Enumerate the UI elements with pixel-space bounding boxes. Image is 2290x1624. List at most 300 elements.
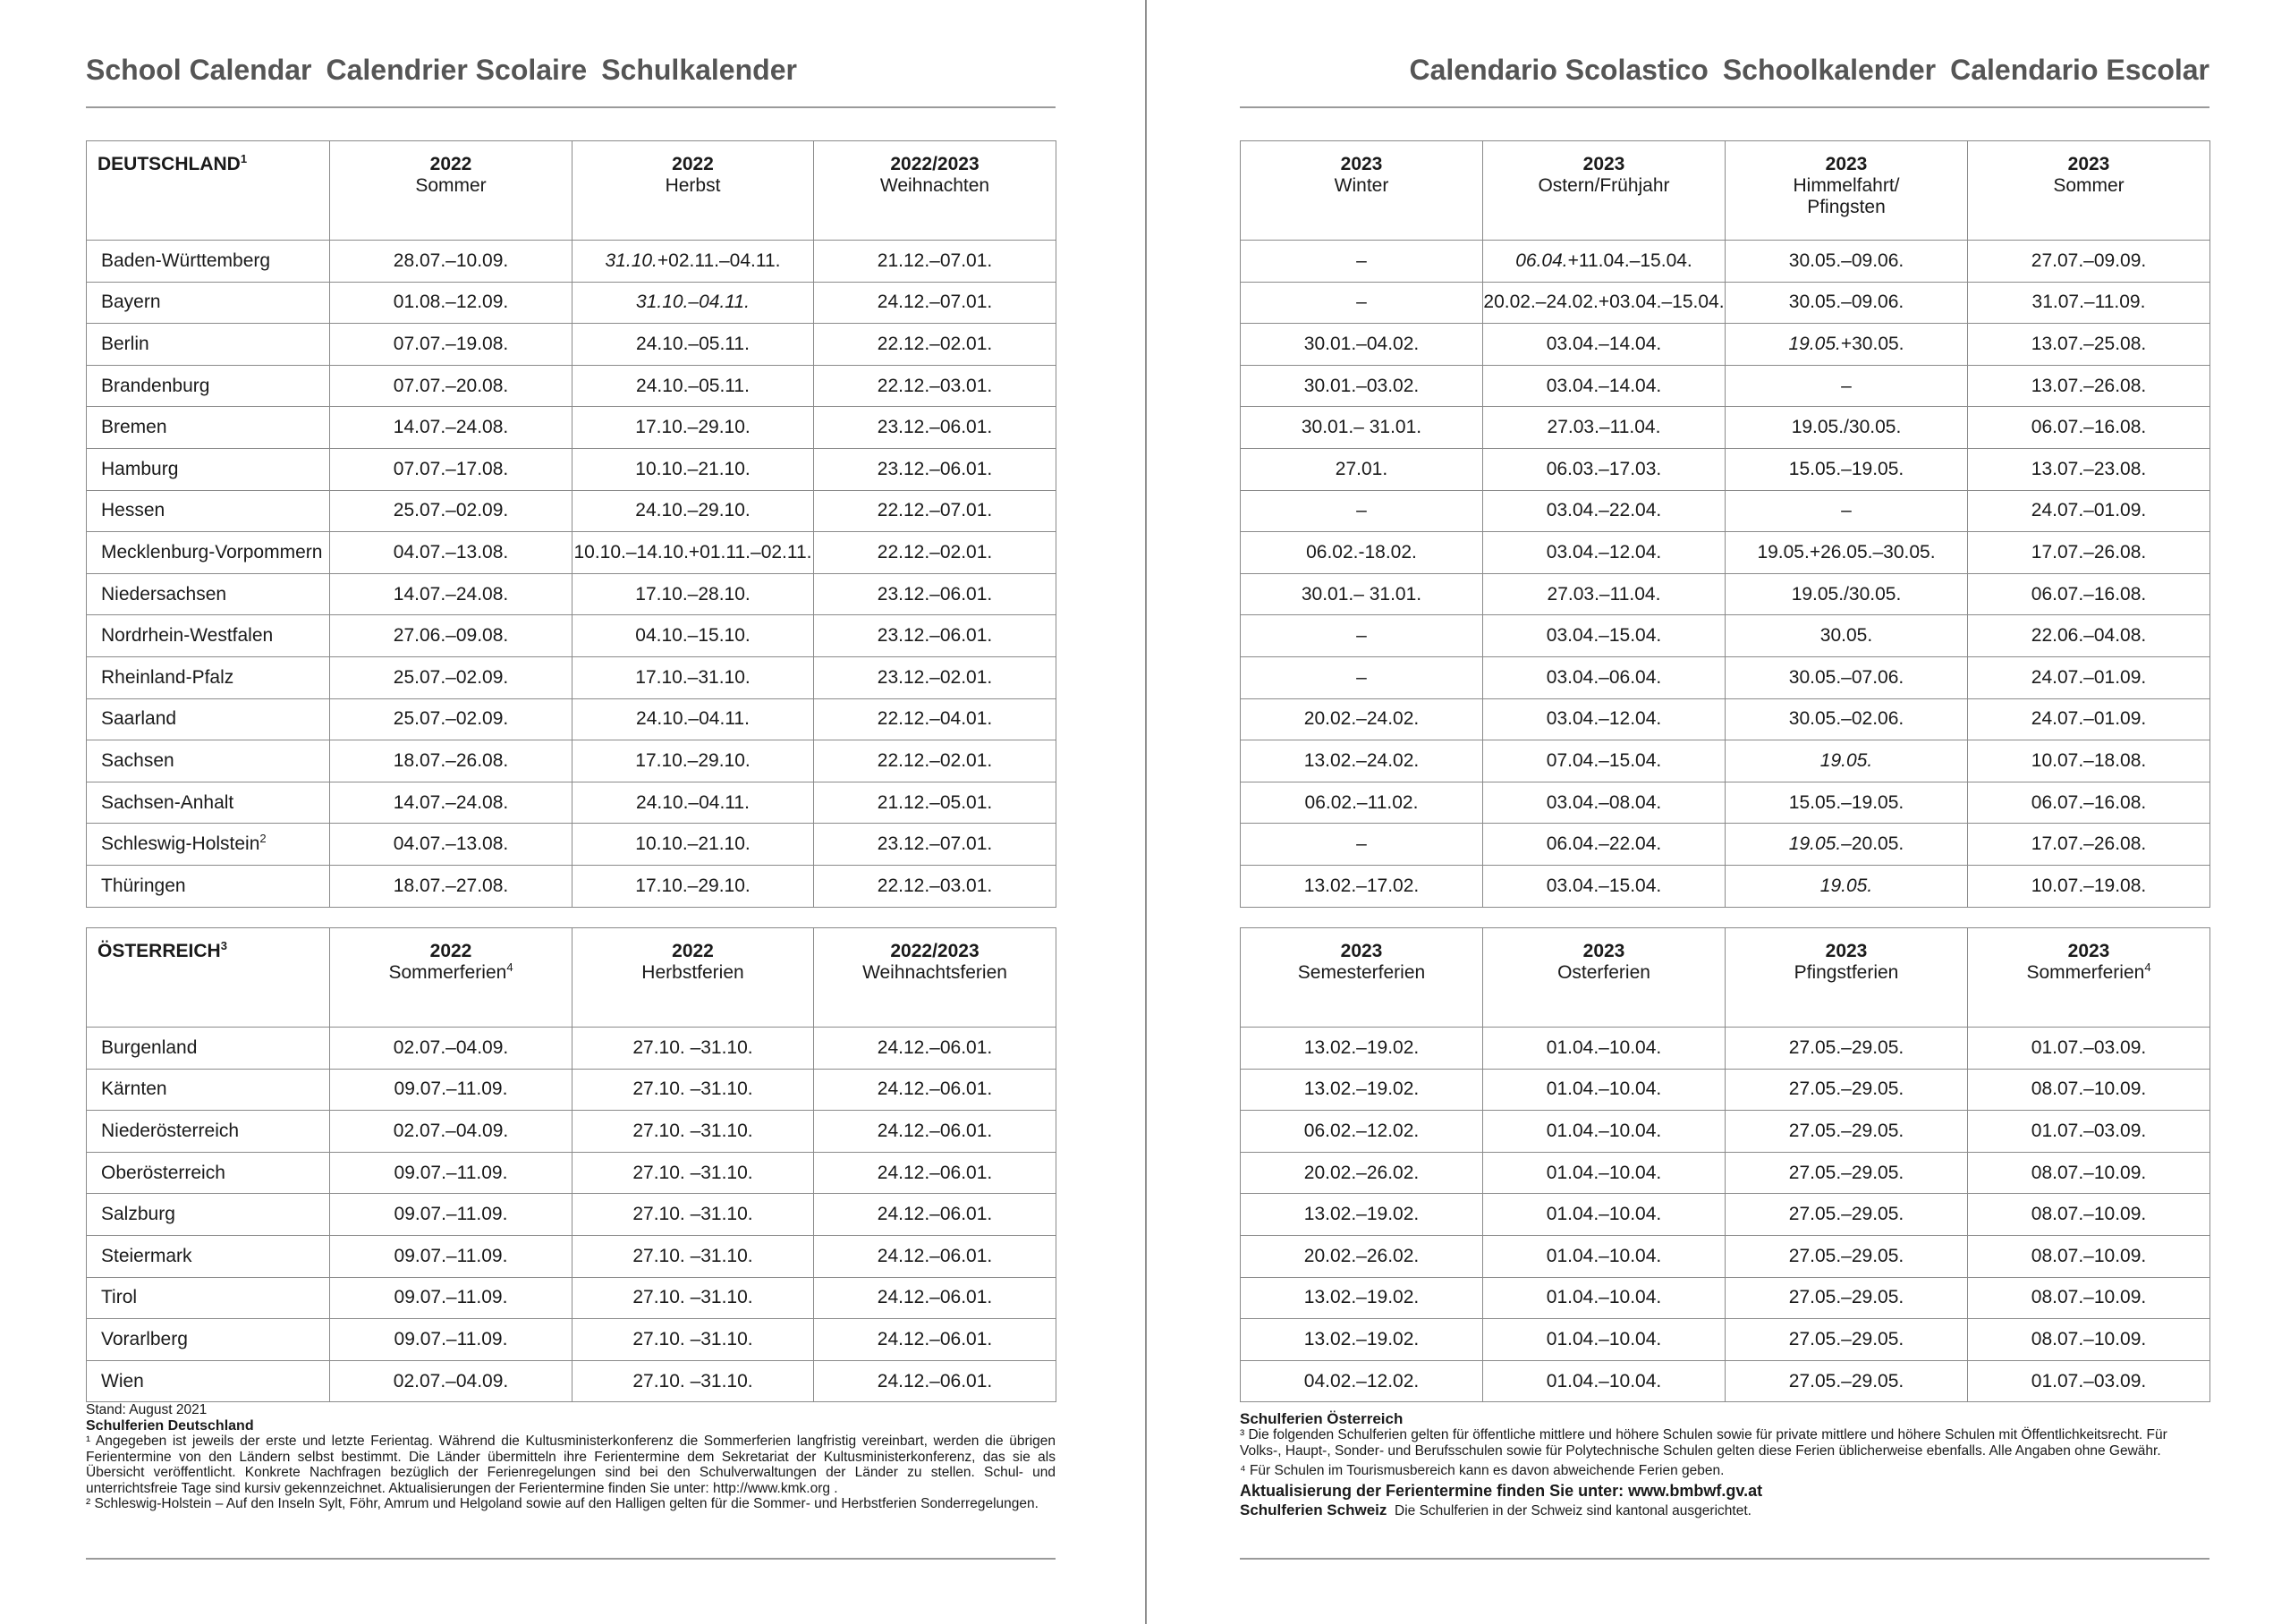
date-cell: 27.05.–29.05.	[1726, 1194, 1968, 1236]
title-fr: Calendrier Scolaire	[326, 54, 588, 86]
table-row	[1241, 782, 2210, 824]
date-cell: 27.05.–29.05.	[1726, 1277, 1968, 1319]
date-cell: 23.12.–07.01.	[814, 824, 1056, 866]
date-cell: 18.07.–26.08.	[330, 740, 572, 782]
switzerland-note	[1240, 1502, 2209, 1519]
table-row	[87, 365, 1056, 407]
table-row	[1241, 824, 2210, 866]
title-en: School Calendar	[86, 54, 312, 86]
date-cell: 27.10. –31.10.	[572, 1111, 814, 1153]
region-name: Rheinland-Pfalz	[87, 656, 330, 698]
date-cell: 13.02.–19.02.	[1241, 1319, 1483, 1361]
date-cell: 22.12.–02.01.	[814, 324, 1056, 366]
date-cell: 08.07.–10.09.	[1968, 1235, 2210, 1277]
date-cell: 03.04.–06.04.	[1483, 656, 1726, 698]
date-cell: 03.04.–14.04.	[1483, 324, 1726, 366]
date-cell: 25.07.–02.09.	[330, 698, 572, 740]
date-cell: 09.07.–11.09.	[330, 1069, 572, 1111]
table-row	[87, 282, 1056, 324]
footnote-2: ² Schleswig-Holstein – Auf den Inseln Sylt, Föhr, Amrum und Helgoland sowie auf den Halligen gelten für die Sommer- und Herbstferien Sonderregelungen.	[86, 1496, 1039, 1511]
date-cell: 15.05.–19.05.	[1726, 448, 1968, 490]
column-header: 2023 Sommer	[1968, 141, 2210, 241]
date-cell: 22.12.–02.01.	[814, 532, 1056, 574]
column-header: 2023 Semesterferien	[1241, 928, 1483, 1028]
date-cell: 24.12.–06.01.	[814, 1069, 1056, 1111]
table-header-row	[87, 928, 1056, 1028]
date-cell: 04.10.–15.10.	[572, 615, 814, 657]
table-row	[1241, 865, 2210, 907]
date-cell: 08.07.–10.09.	[1968, 1152, 2210, 1194]
date-cell: 14.07.–24.08.	[330, 782, 572, 824]
header-rule	[86, 106, 1056, 108]
date-cell: 03.04.–15.04.	[1483, 615, 1726, 657]
table-row	[87, 1194, 1056, 1236]
table-row	[87, 448, 1056, 490]
date-cell: 25.07.–02.09.	[330, 490, 572, 532]
table-row	[87, 782, 1056, 824]
region-name: Vorarlberg	[87, 1319, 330, 1361]
country-heading: DEUTSCHLAND$^1$	[87, 141, 330, 241]
date-cell: 13.02.–17.02.	[1241, 865, 1483, 907]
date-cell: 06.02.–12.02.	[1241, 1111, 1483, 1153]
date-cell: 06.02.-18.02.	[1241, 532, 1483, 574]
region-name: Steiermark	[87, 1235, 330, 1277]
date-cell: 24.12.–06.01.	[814, 1277, 1056, 1319]
date-cell: 02.07.–04.09.	[330, 1028, 572, 1070]
date-cell: 24.10.–05.11.	[572, 365, 814, 407]
date-cell: 21.12.–05.01.	[814, 782, 1056, 824]
date-cell: 27.10. –31.10.	[572, 1194, 814, 1236]
region-name: Niedersachsen	[87, 573, 330, 615]
date-cell: 28.07.–10.09.	[330, 241, 572, 283]
date-cell: 01.04.–10.04.	[1483, 1277, 1726, 1319]
date-cell: 24.10.–05.11.	[572, 324, 814, 366]
table-header-row	[1241, 141, 2210, 241]
date-cell: 09.07.–11.09.	[330, 1235, 572, 1277]
date-cell: –	[1241, 490, 1483, 532]
date-cell: 27.05.–29.05.	[1726, 1319, 1968, 1361]
date-cell: 20.02.–24.02.+03.04.–15.04.	[1483, 282, 1726, 324]
date-cell: 03.04.–14.04.	[1483, 365, 1726, 407]
date-cell: 01.07.–03.09.	[1968, 1028, 2210, 1070]
switzerland-text: Die Schulferien in der Schweiz sind kantonal ausgerichtet.	[1395, 1503, 1751, 1518]
date-cell: 23.12.–06.01.	[814, 407, 1056, 449]
date-cell: 18.07.–27.08.	[330, 865, 572, 907]
date-cell: 24.07.–01.09.	[1968, 698, 2210, 740]
table-row	[1241, 1194, 2210, 1236]
date-cell: 01.04.–10.04.	[1483, 1152, 1726, 1194]
table-row	[1241, 1319, 2210, 1361]
date-cell: 19.05.+30.05.	[1726, 324, 1968, 366]
date-cell: –	[1726, 365, 1968, 407]
date-cell: 13.02.–19.02.	[1241, 1069, 1483, 1111]
date-cell: 10.07.–19.08.	[1968, 865, 2210, 907]
footnotes-austria	[1240, 1411, 2209, 1519]
date-cell: 23.12.–02.01.	[814, 656, 1056, 698]
region-name: Bayern	[87, 282, 330, 324]
region-name: Kärnten	[87, 1069, 330, 1111]
table-row	[87, 490, 1056, 532]
date-cell: 27.10. –31.10.	[572, 1235, 814, 1277]
date-cell: 24.12.–06.01.	[814, 1360, 1056, 1402]
date-cell: 24.12.–06.01.	[814, 1194, 1056, 1236]
column-header: 2023 Sommerferien$^4$	[1968, 928, 2210, 1028]
table-row	[1241, 1277, 2210, 1319]
region-name: Niederösterreich	[87, 1111, 330, 1153]
date-cell: 06.02.–11.02.	[1241, 782, 1483, 824]
region-name: Hessen	[87, 490, 330, 532]
title-it: Calendario Scolastico	[1409, 54, 1709, 86]
date-cell: 19.05./30.05.	[1726, 407, 1968, 449]
date-cell: –	[1726, 490, 1968, 532]
date-cell: 06.07.–16.08.	[1968, 782, 2210, 824]
date-cell: –	[1241, 282, 1483, 324]
date-cell: 27.10. –31.10.	[572, 1319, 814, 1361]
date-cell: 03.04.–12.04.	[1483, 698, 1726, 740]
date-cell: 06.04.–22.04.	[1483, 824, 1726, 866]
date-cell: 14.07.–24.08.	[330, 573, 572, 615]
date-cell: 30.01.–04.02.	[1241, 324, 1483, 366]
date-cell: 07.04.–15.04.	[1483, 740, 1726, 782]
date-cell: 04.02.–12.02.	[1241, 1360, 1483, 1402]
page-gutter-divider	[1145, 0, 1147, 1624]
region-name: Burgenland	[87, 1028, 330, 1070]
table-row	[87, 324, 1056, 366]
date-cell: 19.05.	[1726, 865, 1968, 907]
table-row	[87, 1028, 1056, 1070]
date-cell: 24.07.–01.09.	[1968, 656, 2210, 698]
date-cell: 19.05./30.05.	[1726, 573, 1968, 615]
footnote-1: ¹ Angegeben ist jeweils der erste und letzte Ferientag. Während die Kultusministerkonferenz die Sommerferien langfristig vereinbart, werden die übrigen Ferientermine von den Ländern selbst bestimmt. Die Länder übermitteln ihre Ferientermine dem Sekretariat der Kultusministerkonferenz, das sie als Übersicht veröffentlicht. Konkrete Nachfragen bezüglich der Ferienregelungen sind bei den Schulverwaltungen der Länder zu stellen. Schul- und unterrichtsfreie Tage sind kursiv gekennzeichnet. Aktualisierungen der Ferientermine finden Sie unter: http://www.kmk.org .	[86, 1434, 1056, 1496]
table-row	[87, 407, 1056, 449]
date-cell: 06.04.+11.04.–15.04.	[1483, 241, 1726, 283]
header-rule	[1240, 106, 2209, 108]
date-cell: 24.12.–07.01.	[814, 282, 1056, 324]
date-cell: 22.12.–02.01.	[814, 740, 1056, 782]
date-cell: 01.04.–10.04.	[1483, 1235, 1726, 1277]
table-row	[87, 824, 1056, 866]
date-cell: 22.06.–04.08.	[1968, 615, 2210, 657]
footnote-title: Schulferien Deutschland	[86, 1417, 254, 1434]
date-cell: 27.05.–29.05.	[1726, 1069, 1968, 1111]
date-cell: 08.07.–10.09.	[1968, 1069, 2210, 1111]
date-cell: 01.08.–12.09.	[330, 282, 572, 324]
left-page-title	[86, 54, 797, 87]
region-name: Sachsen-Anhalt	[87, 782, 330, 824]
date-cell: 27.05.–29.05.	[1726, 1152, 1968, 1194]
date-cell: 27.06.–09.08.	[330, 615, 572, 657]
date-cell: 06.03.–17.03.	[1483, 448, 1726, 490]
table-row	[87, 573, 1056, 615]
date-cell: 03.04.–15.04.	[1483, 865, 1726, 907]
date-cell: 10.10.–21.10.	[572, 448, 814, 490]
date-cell: –	[1241, 656, 1483, 698]
date-cell: 13.07.–26.08.	[1968, 365, 2210, 407]
table-row	[1241, 615, 2210, 657]
date-cell: 24.10.–04.11.	[572, 698, 814, 740]
country-heading: ÖSTERREICH$^3$	[87, 928, 330, 1028]
date-cell: 07.07.–20.08.	[330, 365, 572, 407]
date-cell: 27.10. –31.10.	[572, 1069, 814, 1111]
region-name: Baden-Württemberg	[87, 241, 330, 283]
table-row	[87, 1111, 1056, 1153]
table-row	[1241, 1360, 2210, 1402]
column-header: 2022/2023 Weihnachtsferien	[814, 928, 1056, 1028]
region-name: Bremen	[87, 407, 330, 449]
date-cell: 27.10. –31.10.	[572, 1028, 814, 1070]
table-row	[1241, 740, 2210, 782]
date-cell: 17.10.–29.10.	[572, 740, 814, 782]
date-cell: 27.10. –31.10.	[572, 1360, 814, 1402]
table-row	[1241, 365, 2210, 407]
table-row	[87, 740, 1056, 782]
region-name: Hamburg	[87, 448, 330, 490]
date-cell: 22.12.–03.01.	[814, 365, 1056, 407]
table-row	[1241, 656, 2210, 698]
date-cell: 22.12.–04.01.	[814, 698, 1056, 740]
date-cell: 24.12.–06.01.	[814, 1028, 1056, 1070]
right-page	[1240, 0, 2209, 1624]
region-name: Oberösterreich	[87, 1152, 330, 1194]
date-cell: 10.07.–18.08.	[1968, 740, 2210, 782]
region-name: Sachsen	[87, 740, 330, 782]
column-header: 2022/2023 Weihnachten	[814, 141, 1056, 241]
date-cell: 04.07.–13.08.	[330, 532, 572, 574]
date-cell: –	[1241, 615, 1483, 657]
date-cell: 22.12.–07.01.	[814, 490, 1056, 532]
footnote-4: ⁴ Für Schulen im Tourismusbereich kann es davon abweichende Ferien geben.	[1240, 1463, 1725, 1478]
date-cell: 19.05.+26.05.–30.05.	[1726, 532, 1968, 574]
date-cell: 13.07.–25.08.	[1968, 324, 2210, 366]
germany-2023-table	[1240, 140, 2210, 908]
table-row	[1241, 490, 2210, 532]
table-row	[1241, 407, 2210, 449]
date-cell: 20.02.–24.02.	[1241, 698, 1483, 740]
column-header: 2023 Ostern/Frühjahr	[1483, 141, 1726, 241]
table-row	[1241, 532, 2210, 574]
date-cell: 27.01.	[1241, 448, 1483, 490]
date-cell: 17.07.–26.08.	[1968, 532, 2210, 574]
date-cell: –	[1241, 824, 1483, 866]
date-cell: 07.07.–19.08.	[330, 324, 572, 366]
date-cell: 14.07.–24.08.	[330, 407, 572, 449]
austria-2023-table	[1240, 927, 2210, 1402]
footer-rule	[86, 1558, 1056, 1560]
date-cell: 30.01.–03.02.	[1241, 365, 1483, 407]
region-name: Tirol	[87, 1277, 330, 1319]
table-row	[87, 865, 1056, 907]
footer-rule	[1240, 1558, 2209, 1560]
column-header: 2022 Sommer	[330, 141, 572, 241]
date-cell: 31.07.–11.09.	[1968, 282, 2210, 324]
date-cell: 08.07.–10.09.	[1968, 1277, 2210, 1319]
stand-date: Stand: August 2021	[86, 1402, 208, 1417]
column-header: 2023 Himmelfahrt/ Pfingsten	[1726, 141, 1968, 241]
date-cell: 24.10.–29.10.	[572, 490, 814, 532]
table-header-row	[87, 141, 1056, 241]
date-cell: 22.12.–03.01.	[814, 865, 1056, 907]
date-cell: 30.01.– 31.01.	[1241, 573, 1483, 615]
table-row	[87, 698, 1056, 740]
date-cell: 19.05.	[1726, 740, 1968, 782]
date-cell: 24.07.–01.09.	[1968, 490, 2210, 532]
region-name: Mecklenburg-Vorpommern	[87, 532, 330, 574]
table-row	[1241, 1069, 2210, 1111]
footnotes-germany	[86, 1402, 1056, 1512]
table-row	[1241, 1235, 2210, 1277]
table-row	[1241, 698, 2210, 740]
region-name: Nordrhein-Westfalen	[87, 615, 330, 657]
region-name: Schleswig-Holstein$^2$	[87, 824, 330, 866]
table-row	[87, 532, 1056, 574]
title-es: Calendario Escolar	[1950, 54, 2209, 86]
table-row	[87, 615, 1056, 657]
column-header: 2022 Herbst	[572, 141, 814, 241]
date-cell: 06.07.–16.08.	[1968, 407, 2210, 449]
date-cell: 23.12.–06.01.	[814, 448, 1056, 490]
switzerland-title: Schulferien Schweiz	[1240, 1501, 1387, 1518]
region-name: Saarland	[87, 698, 330, 740]
title-nl: Schoolkalender	[1722, 54, 1937, 86]
table-row	[1241, 241, 2210, 283]
date-cell: 31.10.+02.11.–04.11.	[572, 241, 814, 283]
table-row	[1241, 282, 2210, 324]
date-cell: 24.12.–06.01.	[814, 1235, 1056, 1277]
region-name: Wien	[87, 1360, 330, 1402]
date-cell: 02.07.–04.09.	[330, 1360, 572, 1402]
table-row	[87, 241, 1056, 283]
date-cell: 01.04.–10.04.	[1483, 1319, 1726, 1361]
date-cell: 24.12.–06.01.	[814, 1152, 1056, 1194]
date-cell: 23.12.–06.01.	[814, 615, 1056, 657]
date-cell: 27.07.–09.09.	[1968, 241, 2210, 283]
date-cell: 21.12.–07.01.	[814, 241, 1056, 283]
date-cell: 20.02.–26.02.	[1241, 1235, 1483, 1277]
date-cell: 24.10.–04.11.	[572, 782, 814, 824]
date-cell: 30.01.– 31.01.	[1241, 407, 1483, 449]
date-cell: 03.04.–08.04.	[1483, 782, 1726, 824]
austria-2022-table	[86, 927, 1056, 1402]
region-name: Salzburg	[87, 1194, 330, 1236]
date-cell: 13.02.–19.02.	[1241, 1277, 1483, 1319]
date-cell: 13.02.–19.02.	[1241, 1028, 1483, 1070]
table-row	[1241, 448, 2210, 490]
date-cell: –	[1241, 241, 1483, 283]
date-cell: 01.04.–10.04.	[1483, 1069, 1726, 1111]
date-cell: 23.12.–06.01.	[814, 573, 1056, 615]
date-cell: 25.07.–02.09.	[330, 656, 572, 698]
date-cell: 10.10.–21.10.	[572, 824, 814, 866]
date-cell: 01.07.–03.09.	[1968, 1360, 2210, 1402]
date-cell: 01.04.–10.04.	[1483, 1028, 1726, 1070]
date-cell: 06.07.–16.08.	[1968, 573, 2210, 615]
column-header: 2023 Pfingstferien	[1726, 928, 1968, 1028]
region-name: Brandenburg	[87, 365, 330, 407]
footnote-title: Schulferien Österreich	[1240, 1410, 1404, 1427]
table-row	[1241, 1152, 2210, 1194]
date-cell: 09.07.–11.09.	[330, 1319, 572, 1361]
date-cell: 17.10.–28.10.	[572, 573, 814, 615]
table-row	[1241, 1028, 2210, 1070]
date-cell: 01.04.–10.04.	[1483, 1360, 1726, 1402]
date-cell: 09.07.–11.09.	[330, 1194, 572, 1236]
date-cell: 17.10.–29.10.	[572, 407, 814, 449]
date-cell: 30.05.–09.06.	[1726, 241, 1968, 283]
date-cell: 19.05.–20.05.	[1726, 824, 1968, 866]
table-row	[87, 1152, 1056, 1194]
date-cell: 31.10.–04.11.	[572, 282, 814, 324]
table-row	[87, 1069, 1056, 1111]
date-cell: 17.07.–26.08.	[1968, 824, 2210, 866]
footnote-3: ³ Die folgenden Schulferien gelten für öffentliche mittlere und höhere Schulen sowie für private mittlere und höhere Schulen mit Öffentlichkeitsrecht. Für Volks-, Haupt-, Sonder- und Berufsschulen sowie für Polytechnische Schulen gelten diese Ferien üblicherweise ebenfalls. Alle Angaben ohne Gewähr.	[1240, 1427, 2167, 1459]
date-cell: 17.10.–31.10.	[572, 656, 814, 698]
region-name: Thüringen	[87, 865, 330, 907]
date-cell: 27.10. –31.10.	[572, 1152, 814, 1194]
table-row	[87, 1235, 1056, 1277]
date-cell: 30.05.–02.06.	[1726, 698, 1968, 740]
table-row	[1241, 324, 2210, 366]
column-header: 2023 Winter	[1241, 141, 1483, 241]
date-cell: 20.02.–26.02.	[1241, 1152, 1483, 1194]
date-cell: 01.04.–10.04.	[1483, 1111, 1726, 1153]
date-cell: 27.05.–29.05.	[1726, 1111, 1968, 1153]
date-cell: 04.07.–13.08.	[330, 824, 572, 866]
date-cell: 30.05.	[1726, 615, 1968, 657]
date-cell: 27.03.–11.04.	[1483, 407, 1726, 449]
update-link-note: Aktualisierung der Ferientermine finden Sie unter: www.bmbwf.gv.at	[1240, 1482, 1763, 1500]
date-cell: 24.12.–06.01.	[814, 1319, 1056, 1361]
table-header-row	[1241, 928, 2210, 1028]
date-cell: 09.07.–11.09.	[330, 1152, 572, 1194]
table-row	[87, 1319, 1056, 1361]
date-cell: 13.07.–23.08.	[1968, 448, 2210, 490]
date-cell: 27.05.–29.05.	[1726, 1028, 1968, 1070]
table-row	[1241, 1111, 2210, 1153]
table-row	[87, 1277, 1056, 1319]
date-cell: 17.10.–29.10.	[572, 865, 814, 907]
date-cell: 03.04.–22.04.	[1483, 490, 1726, 532]
date-cell: 01.04.–10.04.	[1483, 1194, 1726, 1236]
date-cell: 27.03.–11.04.	[1483, 573, 1726, 615]
date-cell: 03.04.–12.04.	[1483, 532, 1726, 574]
date-cell: 10.10.–14.10.+01.11.–02.11.	[572, 532, 814, 574]
table-row	[87, 1360, 1056, 1402]
date-cell: 13.02.–19.02.	[1241, 1194, 1483, 1236]
germany-2022-table	[86, 140, 1056, 908]
date-cell: 24.12.–06.01.	[814, 1111, 1056, 1153]
date-cell: 08.07.–10.09.	[1968, 1319, 2210, 1361]
date-cell: 09.07.–11.09.	[330, 1277, 572, 1319]
date-cell: 07.07.–17.08.	[330, 448, 572, 490]
title-de: Schulkalender	[601, 54, 797, 86]
date-cell: 01.07.–03.09.	[1968, 1111, 2210, 1153]
date-cell: 08.07.–10.09.	[1968, 1194, 2210, 1236]
region-name: Berlin	[87, 324, 330, 366]
date-cell: 30.05.–09.06.	[1726, 282, 1968, 324]
date-cell: 30.05.–07.06.	[1726, 656, 1968, 698]
date-cell: 27.05.–29.05.	[1726, 1360, 1968, 1402]
column-header: 2023 Osterferien	[1483, 928, 1726, 1028]
date-cell: 13.02.–24.02.	[1241, 740, 1483, 782]
left-page	[86, 0, 1056, 1624]
column-header: 2022 Sommerferien$^4$	[330, 928, 572, 1028]
right-page-title	[1409, 54, 2209, 87]
table-row	[1241, 573, 2210, 615]
date-cell: 27.10. –31.10.	[572, 1277, 814, 1319]
column-header: 2022 Herbstferien	[572, 928, 814, 1028]
date-cell: 15.05.–19.05.	[1726, 782, 1968, 824]
date-cell: 02.07.–04.09.	[330, 1111, 572, 1153]
